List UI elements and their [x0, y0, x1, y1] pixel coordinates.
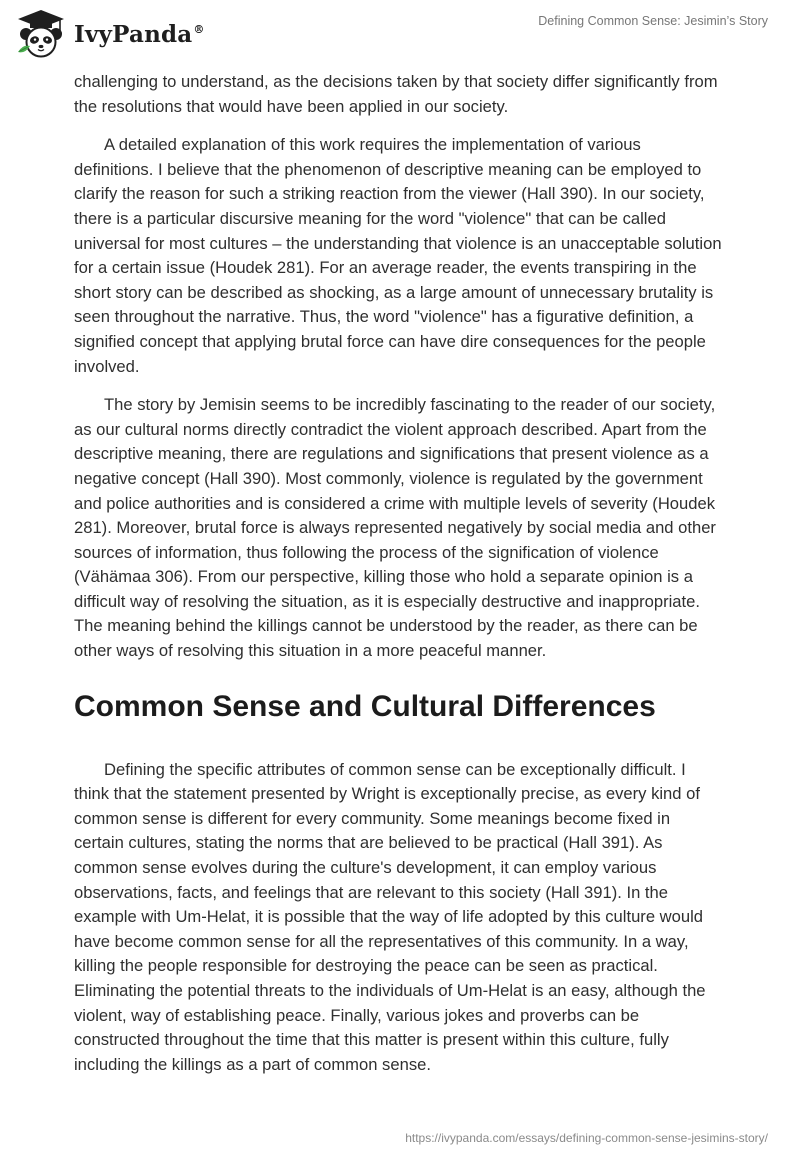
- brand-name: IvyPanda®: [74, 20, 205, 48]
- panda-graduate-icon: [14, 8, 68, 58]
- ivypanda-logo[interactable]: [14, 8, 205, 58]
- essay-body: [74, 70, 724, 1077]
- page-header: [0, 0, 800, 64]
- source-url[interactable]: https://ivypanda.com/essays/defining-common-sense-jesimins-story/: [405, 1131, 768, 1145]
- running-title: Defining Common Sense: Jesimin’s Story: [538, 14, 768, 28]
- section-heading: Common Sense and Cultural Differences: [74, 689, 656, 723]
- paragraph: Defining the specific attributes of common sense can be exceptionally difficult. I think that the statement presented by Wright is exceptionally precise, as every kind of common sense is different for every community. Some meanings become fixed in certain cultures, stating the norms that are believed to be practical (Hall 391). As common sense evolves during the culture's development, it can employ various observations, facts, and feelings that are relevant to this society (Hall 391). In the example with Um-Helat, it is possible that the way of life adopted by this culture would have become common sense for all the representatives of this community. In a way, killing the people responsible for destroying the peace can be seen as practical. Eliminating the potential threats to the individuals of Um-Helat is an easy, although the violent, way of establishing peace. Finally, various jokes and proverbs can be constructed throughout the time that this matter is present within this culture, fully including the killings as a part of common sense.: [74, 759, 706, 1074]
- paragraph: challenging to understand, as the decisions taken by that society differ significantly from the resolutions that would have been applied in our society.: [74, 72, 718, 116]
- registered-mark: ®: [193, 22, 205, 36]
- paragraph: A detailed explanation of this work requires the implementation of various definitions. I believe that the phenomenon of descriptive meaning can be employed to clarify the reason for such a striking reaction from the viewer (Hall 390). In our society, there is a particular discursive meaning for the word "violence" that can be called universal for most cultures – the understanding that violence is an unacceptable solution for a certain issue (Houdek 281). For an average reader, the events transpiring in the short story can be described as shocking, as a large amount of unnecessary brutality is seen throughout the narrative. Thus, the word "violence" has a figurative definition, a signified concept that applying brutal force can have dire consequences for the people involved.: [74, 135, 722, 376]
- paragraph: The story by Jemisin seems to be incredibly fascinating to the reader of our society, as our cultural norms directly contradict the violent approach described. Apart from the descriptive meaning, there are regulations and significations that present violence as a negative concept (Hall 390). Most commonly, violence is regulated by the government and police authorities and is considered a crime with multiple levels of severity (Houdek 281). Moreover, brutal force is always represented negatively by social media and other sources of information, thus following the process of the signification of violence (Vähämaa 306). From our perspective, killing those who hold a separate opinion is a difficult way of resolving the situation, as it is especially destructive and inappropriate. The meaning behind the killings cannot be understood by the reader, as there can be other ways of resolving this situation in a more peaceful manner.: [74, 395, 716, 661]
